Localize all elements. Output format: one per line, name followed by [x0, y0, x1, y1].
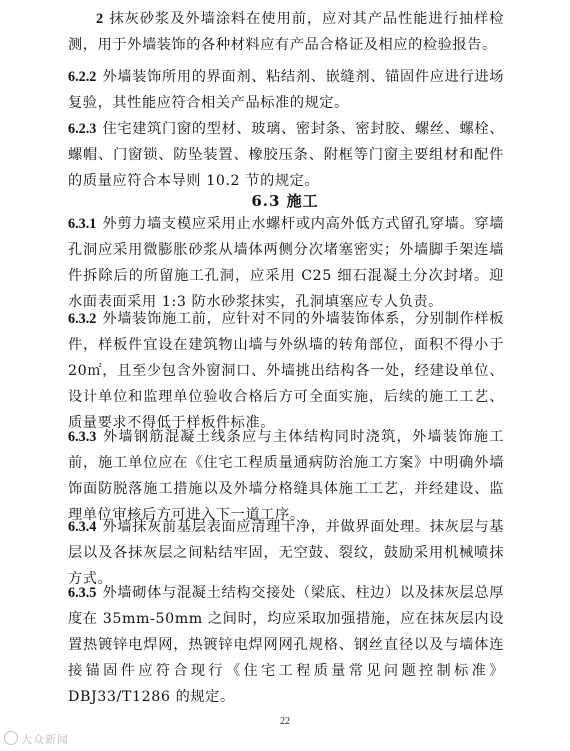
clause-text: 抹灰砂浆及外墙涂料在使用前，应对其产品性能进行抽样检测，用于外墙装饰的各种材料应有产品合格证及相应的检验报告。	[68, 11, 504, 53]
paragraph-6-3-5	[68, 580, 504, 710]
clause-number: 6.2.3	[68, 121, 97, 137]
paragraph-6-2-1-item-2	[68, 6, 504, 58]
clause-number: 6.3.5	[68, 585, 97, 601]
clause-text: 外墙装饰施工前，应针对不同的外墙装饰体系，分别制作样板件，样板件宜设在建筑物山墙与外纵墙的转角部位，面积不得小于 20㎡，且至少包含外窗洞口、外墙挑出结构各一处，经建设单位、设计单位和监理单位验收合格后方可全面实施，后续的施工工艺、质量要求不得低于样板件标准。	[68, 311, 504, 431]
section-heading: 6.3 施工	[251, 192, 319, 210]
clause-text: 外剪力墙支模应采用止水螺杆或内高外低方式留孔穿墙。穿墙孔洞应采用微膨胀砂浆从墙体两侧分次堵塞密实；外墙脚手架连墙件拆除后的所留施工孔洞，应采用 C25 细石混凝土分次封堵。迎水面表面采用 1:3 防水砂浆抹实，孔洞填塞应专人负责。	[68, 216, 504, 310]
clause-text: 外墙砌体与混凝土结构交接处（梁底、柱边）以及抹灰层总厚度在 35mm-50mm 之间时，均应采取加强措施，应在抹灰层内设置热镀锌电焊网，热镀锌电焊网网孔规格、钢丝直径以及与墙体连接锚固件应符合现行《住宅工程质量常见问题控制标准》DBJ33/T1286 的规定。	[68, 585, 504, 705]
clause-number: 6.3.4	[68, 519, 97, 535]
watermark-logo-icon	[4, 731, 18, 745]
watermark	[4, 731, 69, 747]
page-number: 22	[280, 716, 290, 727]
paragraph-6-3-2	[68, 306, 504, 436]
paragraph-6-3-3	[68, 424, 504, 528]
clause-number: 6.2.2	[68, 69, 97, 85]
watermark-text: 大众新闻	[21, 733, 69, 746]
clause-text: 住宅建筑门窗的型材、玻璃、密封条、密封胶、螺丝、螺栓、螺帽、门窗锁、防坠装置、橡胶压条、附框等门窗主要组材和配件的质量应符合本导则 10.2 节的规定。	[68, 121, 504, 189]
paragraph-6-3-1	[68, 211, 504, 315]
paragraph-6-2-3	[68, 116, 504, 194]
clause-text: 外墙装饰所用的界面剂、粘结剂、嵌缝剂、锚固件应进行进场复验，其性能应符合相关产品标准的规定。	[68, 69, 504, 111]
clause-text: 外墙抹灰前基层表面应清理干净，并做界面处理。抹灰层与基层以及各抹灰层之间粘结牢固，无空鼓、裂纹，鼓励采用机械喷抹方式。	[68, 519, 504, 587]
clause-number: 6.3.1	[68, 216, 97, 232]
clause-number: 2	[96, 11, 104, 27]
clause-number: 6.3.3	[68, 429, 97, 445]
clause-number: 6.3.2	[68, 311, 97, 327]
paragraph-6-2-2	[68, 64, 504, 116]
clause-text: 外墙钢筋混凝土线条应与主体结构同时浇筑，外墙装饰施工前，施工单位应在《住宅工程质量通病防治施工方案》中明确外墙饰面防脱落施工措施以及外墙分格缝具体施工工艺，并经建设、监理单位审核后方可进入下一道工序。	[68, 429, 504, 523]
